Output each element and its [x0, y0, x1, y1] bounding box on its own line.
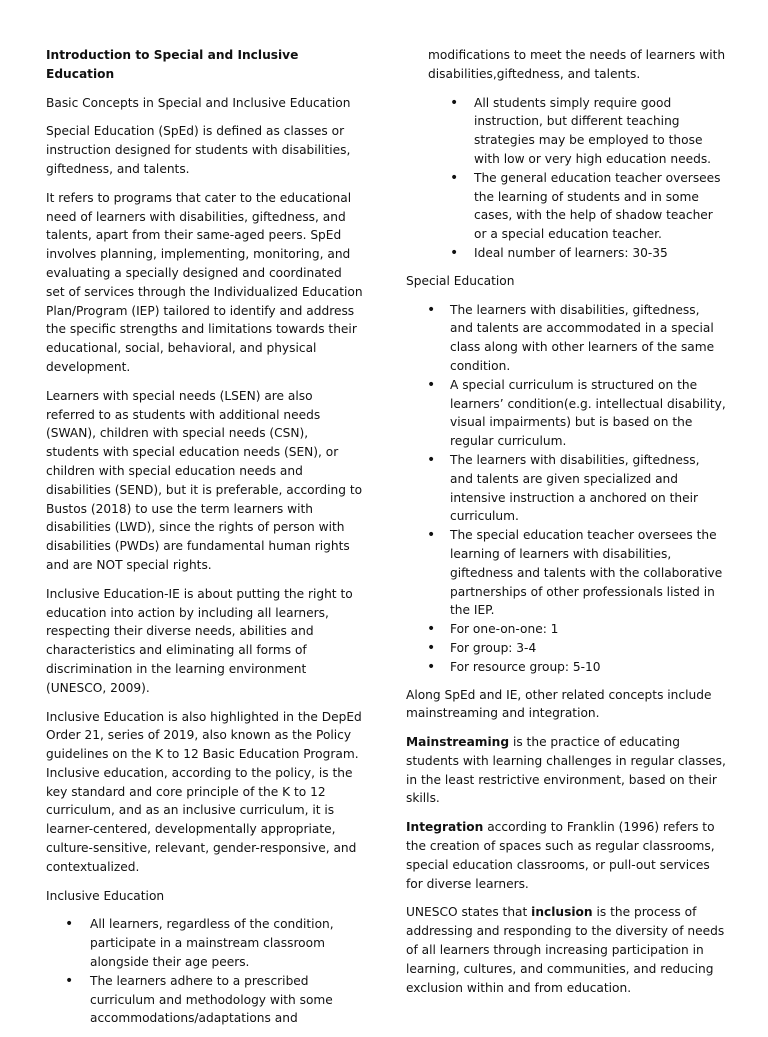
list-item: • All learners, regardless of the condition, participate in a mainstream classroom alongside their age peers.	[46, 915, 364, 971]
section-heading-inclusive-education: Inclusive Education	[46, 888, 165, 903]
mainstreaming-definition: is the practice of educating students with learning challenges in regular classes, in the least restrictive environment, based on their skills.	[406, 735, 726, 806]
list-item: • Ideal number of learners: 30-35	[406, 244, 726, 263]
paragraph-integration	[406, 818, 726, 893]
paragraph-deped-order: Inclusive Education is also highlighted in the DepEd Order 21, series of 2019, also known as the Policy guidelines on the K to 12 Basic Education Program. Inclusive education, according to the policy, is the key standard and core principle of the K to 12 curriculum, and as an inclusive curriculum, it is learner-centered, developmentally appropriate, culture-sensitive, relevant, gender-responsive, and contextualized.	[46, 709, 362, 874]
integration-definition: according to Franklin (1996) refers to the creation of spaces such as regular classrooms, special education classrooms, or pull-out services for diverse learners.	[406, 820, 715, 891]
list-item: • The general education teacher oversees the learning of students and in some cases, with the help of shadow teacher or a special education teacher.	[406, 169, 726, 244]
list-item: • The learners with disabilities, giftedness, and talents are given specialized and intensive instruction a anchored on their curriculum.	[406, 451, 726, 526]
paragraph-ie-definition: Inclusive Education-IE is about putting the right to education into action by including all learners, respecting their diverse needs, abilities and characteristics and eliminating all forms of discrimination in the learning environment (UNESCO, 2009).	[46, 586, 353, 695]
inclusive-education-list	[46, 915, 364, 1028]
paragraph-mainstreaming	[406, 733, 726, 808]
term-mainstreaming: Mainstreaming	[406, 735, 510, 750]
paragraph-related-concepts: Along SpEd and IE, other related concepts include mainstreaming and integration.	[406, 687, 712, 721]
inclusion-definition: is the process of addressing and responding to the diversity of needs of all learners through increasing participation in learning, cultures, and communities, and reducing exclusion within and from education.	[406, 905, 725, 995]
paragraph-inclusion	[406, 903, 726, 997]
inclusion-lead: UNESCO states that	[406, 905, 532, 920]
left-column	[46, 46, 364, 1037]
term-integration: Integration	[406, 820, 484, 835]
list-item: • The learners adhere to a prescribed curriculum and methodology with some accommodations/adaptations and	[46, 972, 364, 1028]
list-item: • For group: 3-4	[406, 639, 726, 658]
document-title: Introduction to Special and Inclusive Education	[46, 48, 299, 81]
term-inclusion: inclusion	[531, 905, 593, 920]
list-item: • For resource group: 5-10	[406, 658, 726, 677]
special-education-list	[406, 301, 726, 677]
inclusive-education-list-continued	[406, 94, 726, 263]
list-item: • The learners with disabilities, giftedness, and talents are accommodated in a special class along with other learners of the same condition.	[406, 301, 726, 376]
paragraph-sped-programs: It refers to programs that cater to the educational need of learners with disabilities, giftedness, and talents, apart from their same-aged peers. SpEd involves planning, implementing, monitoring, and evaluating a specially designed and coordinated set of services through the Individualized Education Plan/Program (IEP) tailored to identify and address the specific strengths and limitations towards their educational, social, behavioral, and physical development.	[46, 190, 363, 374]
list-item-continuation: modifications to meet the needs of learners with disabilities,giftedness, and talents.	[428, 48, 726, 81]
document-subtitle: Basic Concepts in Special and Inclusive Education	[46, 95, 351, 110]
right-column	[406, 46, 726, 1007]
list-item: • All students simply require good instruction, but different teaching strategies may be employed to those with low or very high education needs.	[406, 94, 726, 169]
list-item: • The special education teacher oversees the learning of learners with disabilities, giftedness and talents with the collaborative partnerships of other professionals listed in the IEP.	[406, 526, 726, 620]
list-item: • For one-on-one: 1	[406, 620, 726, 639]
paragraph-sped-definition: Special Education (SpEd) is defined as classes or instruction designed for students with disabilities, giftedness, and talents.	[46, 124, 351, 176]
section-heading-special-education: Special Education	[406, 273, 515, 288]
paragraph-lsen: Learners with special needs (LSEN) are also referred to as students with additional needs (SWAN), children with special needs (CSN), students with special education needs (SEN), or children with special education needs and disabilities (SEND), but it is preferable, according to Bustos (2018) to use the term learners with disabilities (LWD), since the rights of person with disabilities (PWDs) are fundamental human rights and are NOT special rights.	[46, 388, 363, 572]
list-item: • A special curriculum is structured on the learners’ condition(e.g. intellectual disability, visual impairments) but is based on the regular curriculum.	[406, 376, 726, 451]
